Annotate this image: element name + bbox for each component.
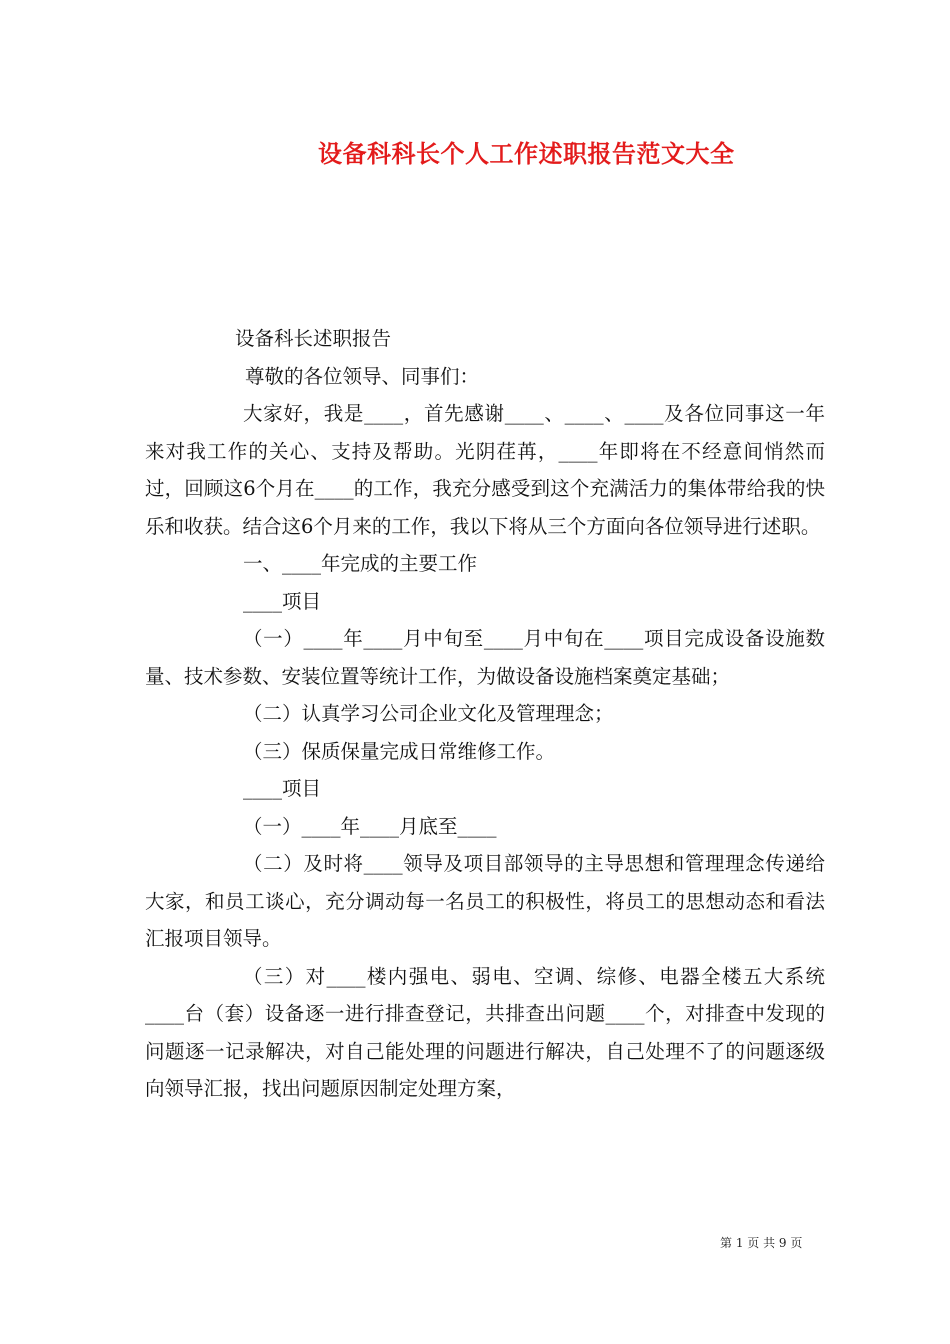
document-body: [145, 320, 825, 1108]
salutation: 尊敬的各位领导、同事们：: [245, 364, 480, 388]
list-item: （一）____年____月底至____: [243, 814, 497, 838]
document-title: 设备科科长个人工作述职报告范文大全: [318, 139, 735, 168]
list-item: （一）____年____月中旬至____月中旬在____项目完成设备设施数量、技术参数、安装位置等统计工作，为做设备设施档案奠定基础；: [145, 627, 825, 688]
list-item: （三）保质保量完成日常维修工作。: [243, 739, 556, 763]
project-heading-2: ____项目: [243, 777, 322, 800]
heading-main-work: 一、____年完成的主要工作: [243, 552, 478, 575]
paragraph-intro: 大家好，我是____，首先感谢____、____、____及各位同事这一年来对我工作的关心、支持及帮助。光阴荏苒，____年即将在不经意间悄然而过，回顾这6个月在____的工作，我充分感受到这个充满活力的集体带给我的快乐和收获。结合这6个月来的工作，我以下将从三个方面向各位领导进行述职。: [145, 402, 825, 538]
page-footer: 第 1 页 共 9 页: [720, 1236, 803, 1250]
list-item: （二）及时将____领导及项目部领导的主导思想和管理理念传递给大家，和员工谈心，充分调动每一名员工的积极性，将员工的思想动态和看法汇报项目领导。: [145, 852, 825, 950]
project-heading-1: ____项目: [243, 589, 322, 613]
list-item: （二）认真学习公司企业文化及管理理念；: [243, 702, 614, 725]
section-heading: 设备科长述职报告: [235, 327, 392, 350]
list-item: （三）对____楼内强电、弱电、空调、综修、电器全楼五大系统____台（套）设备逐一进行排查登记，共排查出问题____个，对排查中发现的问题逐一记录解决，对自己能处理的问题进行解决，自己处理不了的问题逐级向领导汇报，找出问题原因制定处理方案，: [145, 964, 825, 1100]
